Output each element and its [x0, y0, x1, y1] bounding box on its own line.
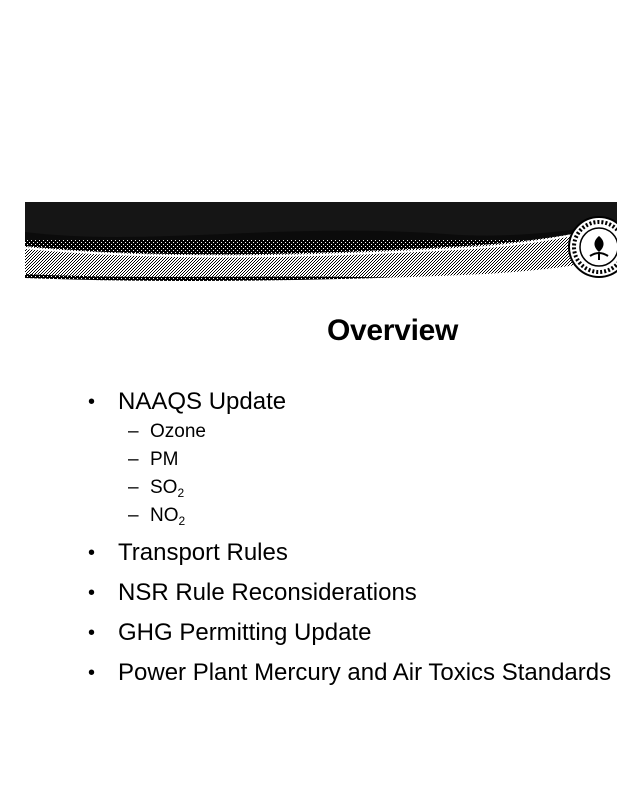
sub-item-label: $NO_2$	[150, 505, 186, 528]
sub-item-label: PM	[150, 449, 179, 470]
bullet-label: Power Plant Mercury and Air Toxics Standards	[118, 659, 612, 686]
dash-marker: –	[128, 477, 139, 498]
bullet-label: GHG Permitting Update	[118, 619, 372, 646]
bullet-marker: •	[88, 582, 96, 604]
dash-marker: –	[128, 449, 139, 470]
subscript: 2	[177, 486, 185, 500]
bullet-label: Transport Rules	[118, 539, 288, 566]
sub-item-label: Ozone	[150, 421, 206, 442]
bullet-marker: •	[88, 622, 96, 644]
header-banner	[25, 202, 617, 296]
bullet-marker: •	[88, 662, 96, 684]
bullet-marker: •	[88, 542, 96, 564]
subscript: 2	[178, 514, 186, 528]
bullet-marker: •	[88, 391, 96, 413]
slide-title: Overview	[327, 314, 459, 347]
dash-marker: –	[128, 505, 139, 526]
sub-item-label: $SO_2$	[150, 477, 185, 500]
bullet-label: NAAQS Update	[118, 388, 287, 415]
bullet-label: NSR Rule Reconsiderations	[118, 579, 417, 606]
epa-seal-logo	[568, 216, 617, 278]
dash-marker: –	[128, 421, 139, 442]
